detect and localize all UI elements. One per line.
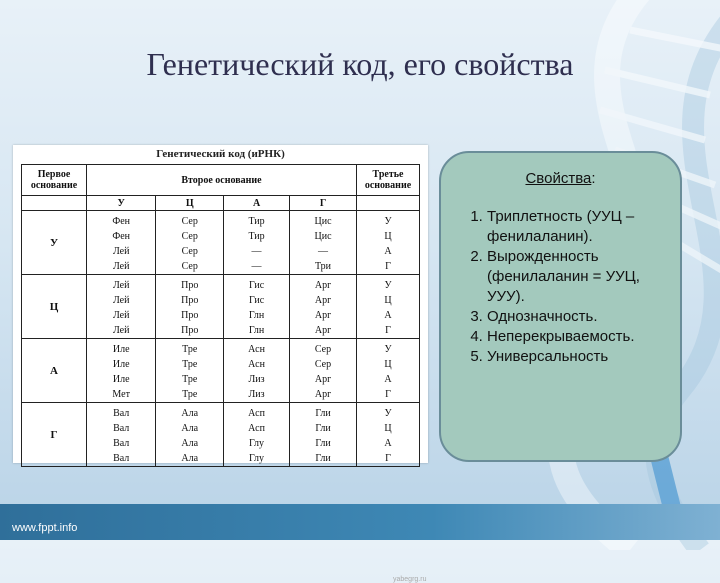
amino-acid: Ала — [181, 423, 199, 434]
third-base: Ц — [384, 231, 392, 242]
genetic-code-table — [21, 164, 420, 467]
third-base: У — [384, 344, 392, 355]
amino-acid: — — [251, 261, 262, 272]
third-base: Ц — [384, 423, 392, 434]
amino-acid: Иле — [112, 374, 130, 385]
amino-acid: Гли — [315, 453, 331, 464]
amino-acid: Асн — [248, 359, 265, 370]
amino-acid: Три — [314, 261, 332, 272]
amino-acid: Глу — [249, 438, 265, 449]
first-base-cell: А — [22, 339, 87, 403]
amino-acid: Тре — [182, 389, 198, 400]
third-base: Ц — [384, 359, 392, 370]
third-base-cell — [357, 275, 420, 339]
amino-acid: Сер — [181, 231, 198, 242]
amino-acid: Глн — [248, 325, 265, 336]
amino-acid: Гли — [315, 408, 331, 419]
amino-acid: Сер — [181, 246, 198, 257]
footer-bar — [0, 504, 720, 540]
first-base-cell: Ц — [22, 275, 87, 339]
amino-acid: Вал — [113, 423, 130, 434]
amino-acid: Лей — [112, 310, 130, 321]
base-header: А — [224, 196, 290, 211]
amino-acid: Ала — [181, 438, 199, 449]
property-item: 4. Неперекрываемость. — [487, 327, 670, 347]
amino-acid: — — [318, 246, 328, 257]
amino-acid: Лей — [112, 325, 130, 336]
amino-acid: Гис — [248, 295, 265, 306]
header-second-base: Второе основание — [87, 165, 357, 196]
amino-acid: Про — [181, 295, 199, 306]
third-base: У — [384, 408, 392, 419]
amino-acid: Арг — [314, 310, 332, 321]
amino-acid-cell — [156, 339, 224, 403]
amino-acid: Асн — [248, 344, 265, 355]
amino-acid-cell — [224, 403, 290, 467]
codon-group-row — [22, 211, 420, 275]
amino-acid: Лиз — [248, 389, 265, 400]
amino-acid: Гли — [315, 423, 331, 434]
amino-acid-cell — [224, 275, 290, 339]
amino-acid: Сер — [181, 216, 198, 227]
amino-acid: Про — [181, 310, 199, 321]
codon-group-row — [22, 339, 420, 403]
amino-acid: Иле — [112, 359, 130, 370]
amino-acid: Сер — [181, 261, 198, 272]
third-base: Г — [385, 325, 391, 336]
amino-acid-cell — [156, 403, 224, 467]
amino-acid: Сер — [314, 359, 332, 370]
amino-acid: Про — [181, 280, 199, 291]
property-item: 5. Универсальность — [487, 347, 670, 367]
third-base: Г — [385, 389, 391, 400]
codon-group-row — [22, 275, 420, 339]
amino-acid: Асп — [248, 423, 265, 434]
amino-acid-cell — [87, 339, 156, 403]
third-base: А — [384, 374, 392, 385]
third-base-cell — [357, 339, 420, 403]
amino-acid: Иле — [112, 344, 130, 355]
header-third-base: Третье основание — [357, 165, 420, 196]
amino-acid: Лей — [112, 261, 130, 272]
amino-acid-cell — [156, 211, 224, 275]
base-header: У — [87, 196, 156, 211]
amino-acid: Лиз — [248, 374, 265, 385]
amino-acid: Арг — [314, 374, 332, 385]
amino-acid-cell — [87, 211, 156, 275]
properties-list — [441, 207, 680, 367]
amino-acid: Мет — [112, 389, 130, 400]
table-caption: Генетический код (иРНК) — [156, 148, 285, 160]
base-header: Ц — [156, 196, 224, 211]
third-base: Г — [385, 453, 391, 464]
amino-acid-cell — [87, 275, 156, 339]
properties-heading: Свойства: — [525, 170, 596, 187]
amino-acid: Арг — [314, 295, 332, 306]
amino-acid: Про — [181, 325, 199, 336]
header-first-base: Первое основание — [22, 165, 87, 196]
amino-acid-cell — [224, 211, 290, 275]
amino-acid: Вал — [113, 453, 130, 464]
amino-acid: Лей — [112, 295, 130, 306]
first-base-cell: У — [22, 211, 87, 275]
amino-acid: Тир — [248, 231, 265, 242]
third-base: У — [384, 280, 392, 291]
property-item: 1. Триплетность (УУЦ – фенилаланин). — [487, 207, 670, 247]
amino-acid: Гли — [315, 438, 331, 449]
footer-url: www.fppt.info — [12, 522, 78, 534]
amino-acid: Вал — [113, 408, 130, 419]
amino-acid: Тре — [182, 359, 198, 370]
amino-acid-cell — [290, 403, 357, 467]
property-item: 2. Вырожденность (фенилаланин = УУЦ, УУУ). — [487, 247, 670, 307]
property-item: 3. Однозначность. — [487, 307, 670, 327]
amino-acid-cell — [290, 211, 357, 275]
amino-acid: Ала — [181, 408, 199, 419]
third-base: Г — [385, 261, 391, 272]
third-base: А — [384, 310, 392, 321]
third-base-cell — [357, 403, 420, 467]
codon-group-row — [22, 403, 420, 467]
amino-acid-cell — [290, 339, 357, 403]
amino-acid: Арг — [314, 280, 332, 291]
watermark: yabegrg.ru — [393, 576, 427, 583]
amino-acid: Ала — [181, 453, 199, 464]
base-header: Г — [290, 196, 357, 211]
amino-acid: Фен — [112, 231, 131, 242]
first-base-cell: Г — [22, 403, 87, 467]
amino-acid: Арг — [314, 325, 332, 336]
amino-acid: Лей — [112, 280, 130, 291]
third-base-cell — [357, 211, 420, 275]
amino-acid: Арг — [314, 389, 332, 400]
third-base: А — [384, 246, 392, 257]
amino-acid-cell — [290, 275, 357, 339]
third-base: У — [384, 216, 392, 227]
amino-acid: Тир — [248, 216, 265, 227]
amino-acid-cell — [224, 339, 290, 403]
amino-acid-cell — [87, 403, 156, 467]
amino-acid: Тре — [182, 344, 198, 355]
amino-acid: Тре — [182, 374, 198, 385]
amino-acid: Сер — [314, 344, 332, 355]
amino-acid: Цис — [314, 216, 332, 227]
properties-panel — [439, 151, 682, 462]
amino-acid: Гис — [248, 280, 265, 291]
third-base: Ц — [384, 295, 392, 306]
amino-acid: Глн — [248, 310, 265, 321]
amino-acid: Лей — [112, 246, 130, 257]
amino-acid: — — [251, 246, 262, 257]
slide-title: Генетический код, его свойства — [146, 46, 574, 82]
amino-acid: Асп — [248, 408, 265, 419]
amino-acid: Цис — [314, 231, 332, 242]
third-base: А — [384, 438, 392, 449]
amino-acid: Глу — [249, 453, 265, 464]
amino-acid: Фен — [112, 216, 131, 227]
amino-acid: Вал — [113, 438, 130, 449]
amino-acid-cell — [156, 275, 224, 339]
